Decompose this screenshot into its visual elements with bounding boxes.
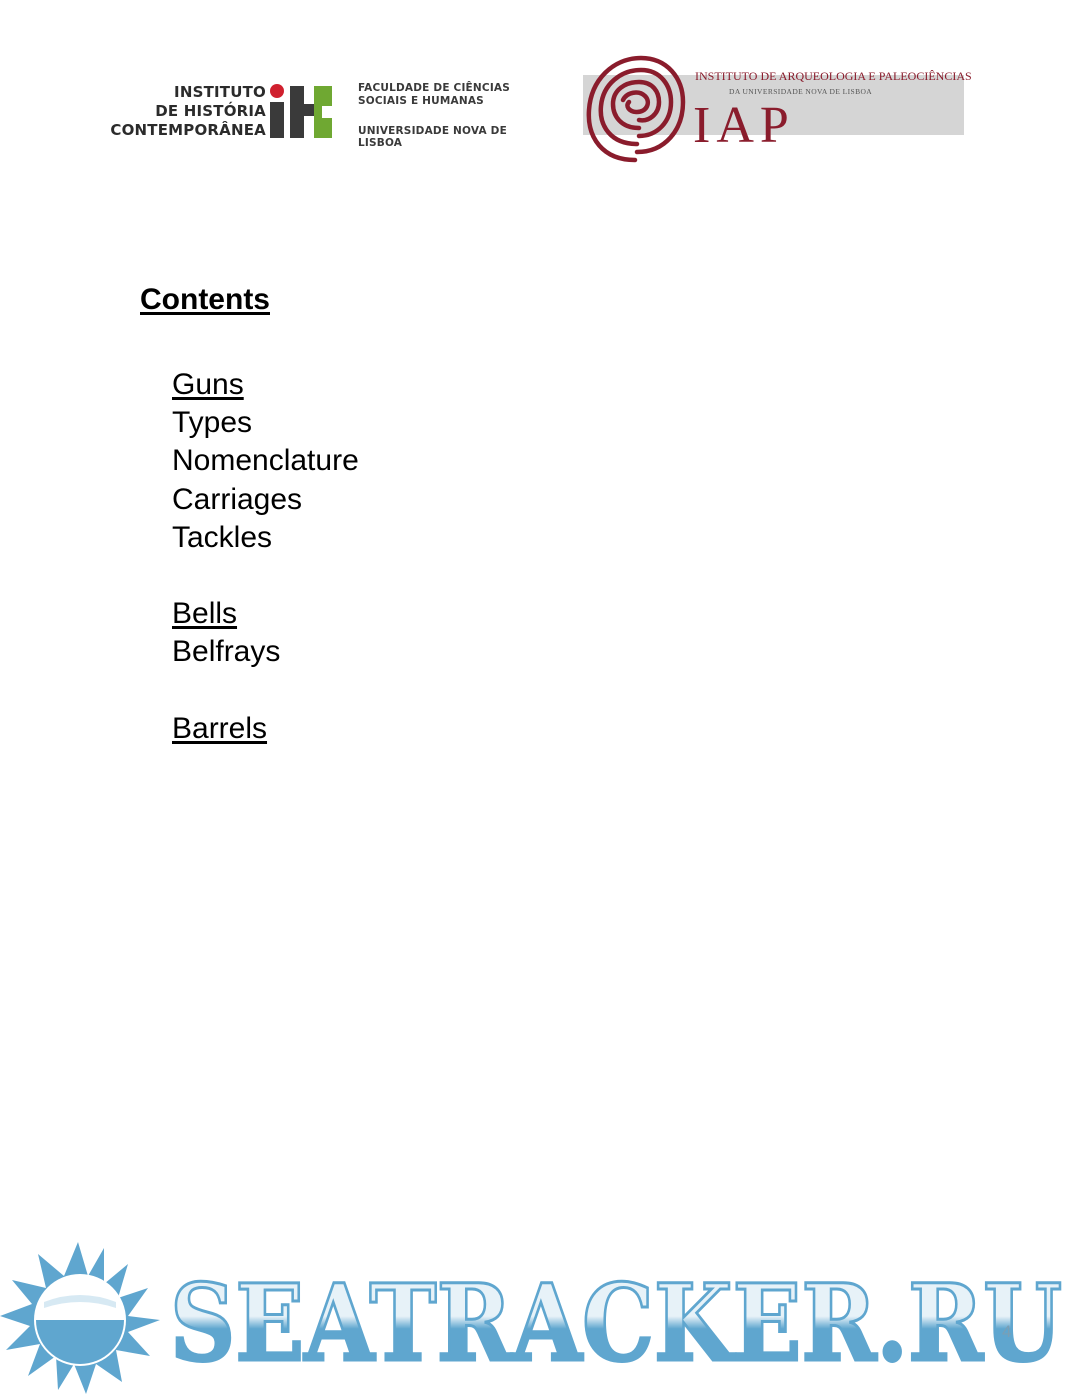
page-number: 4 bbox=[1002, 1322, 1012, 1341]
ihc-mark-icon bbox=[270, 84, 332, 138]
toc-gap bbox=[172, 672, 359, 710]
faculty-line2: SOCIAIS E HUMANAS bbox=[358, 95, 484, 107]
toc-section-bells[interactable]: Bells bbox=[172, 597, 238, 631]
iap-title: INSTITUTO DE ARQUEOLOGIA E PALEOCIÊNCIAS bbox=[695, 69, 972, 83]
iap-acronym: IAP bbox=[693, 97, 795, 154]
table-of-contents bbox=[172, 366, 359, 748]
toc-section-guns[interactable]: Guns bbox=[172, 368, 244, 401]
toc-gap bbox=[172, 557, 359, 595]
sun-icon bbox=[0, 1242, 160, 1394]
iap-logo bbox=[583, 52, 972, 166]
toc-item-nomenclature: Nomenclature bbox=[172, 444, 359, 478]
toc-item-tackles: Tackles bbox=[172, 520, 273, 554]
toc-item-types: Types bbox=[172, 406, 253, 440]
ihc-line3: CONTEMPORÂNEA bbox=[110, 121, 266, 139]
faculty-line1: FACULDADE DE CIÊNCIAS bbox=[358, 82, 511, 94]
faculty-name bbox=[358, 82, 510, 108]
iap-spiral-icon bbox=[583, 52, 693, 166]
ihc-logo bbox=[88, 78, 538, 149]
toc-item-carriages: Carriages bbox=[172, 482, 303, 516]
toc-section-barrels[interactable]: Barrels bbox=[172, 711, 268, 745]
ihc-line2: DE HISTÓRIA bbox=[155, 102, 266, 120]
ihc-line1: INSTITUTO bbox=[174, 83, 266, 101]
watermark bbox=[0, 1236, 1080, 1397]
iap-subtitle: DA UNIVERSIDADE NOVA DE LISBOA bbox=[729, 87, 873, 96]
university-name: UNIVERSIDADE NOVA DE LISBOA bbox=[358, 125, 507, 149]
toc-item-belfrays: Belfrays bbox=[172, 635, 281, 669]
ihc-name bbox=[110, 83, 266, 140]
watermark-text: SEATRACKER.RU bbox=[170, 1260, 1062, 1385]
contents-heading: Contents bbox=[140, 283, 270, 316]
